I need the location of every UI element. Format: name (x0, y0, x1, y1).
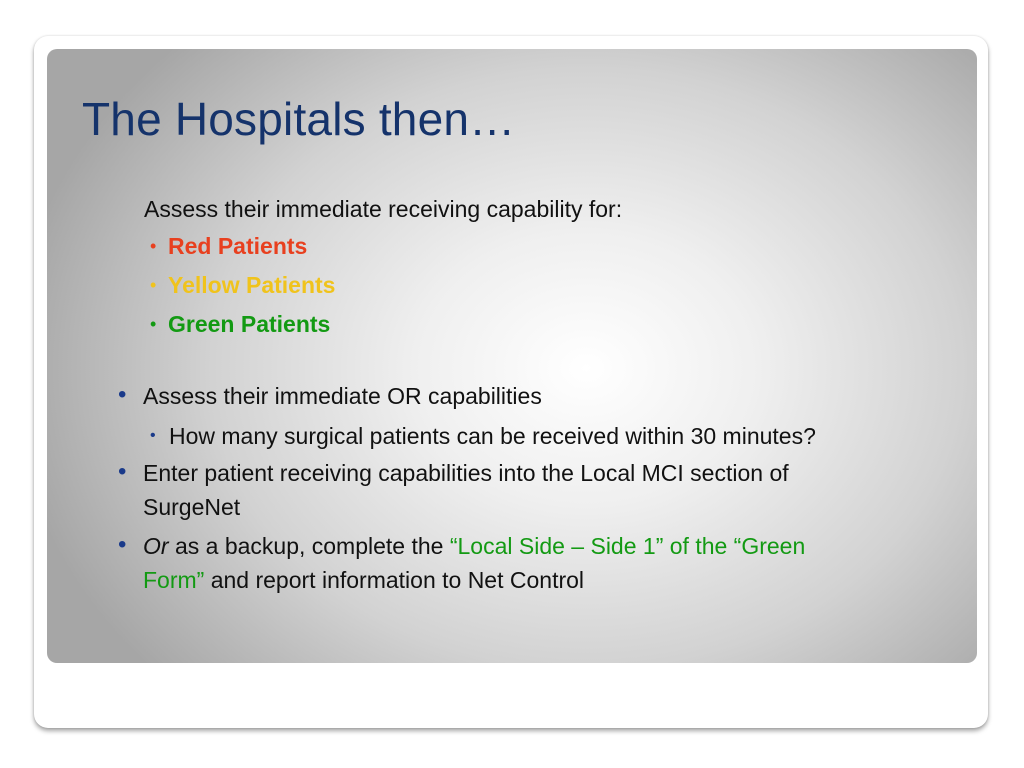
green-form-text-line2: Form” (143, 567, 205, 593)
intro-text: Assess their immediate receiving capability for: (144, 196, 623, 222)
bullet-yellow-icon: • (150, 275, 157, 295)
red-patients-label: Red Patients (168, 233, 308, 259)
green-patients-label: Green Patients (168, 311, 331, 337)
enter-capabilities-line2: SurgeNet (143, 494, 241, 520)
backup-line1 (143, 529, 805, 563)
slide-title: The Hospitals then… (82, 93, 516, 145)
backup-line2 (143, 563, 584, 597)
or-capabilities-text: Assess their immediate OR capabilities (143, 383, 542, 409)
sub-bullet-icon: • (150, 427, 156, 444)
bullet-green-icon: • (150, 314, 157, 334)
report-net-control-text: and report information to Net Control (204, 567, 585, 593)
backup-plain-text: as a backup, complete the (168, 533, 450, 559)
yellow-patients-label: Yellow Patients (168, 272, 336, 298)
surgical-patients-text: How many surgical patients can be received within 30 minutes? (169, 423, 816, 449)
or-italic-text: Or (143, 533, 169, 559)
green-form-text-line1: “Local Side – Side 1” of the “Green (449, 533, 806, 559)
bullet-enter-icon: • (118, 458, 127, 485)
bullet-backup-icon: • (118, 531, 127, 558)
enter-capabilities-line1: Enter patient receiving capabilities into the Local MCI section of (143, 460, 789, 486)
bullet-or-icon: • (118, 381, 127, 408)
bullet-red-icon: • (150, 236, 157, 256)
